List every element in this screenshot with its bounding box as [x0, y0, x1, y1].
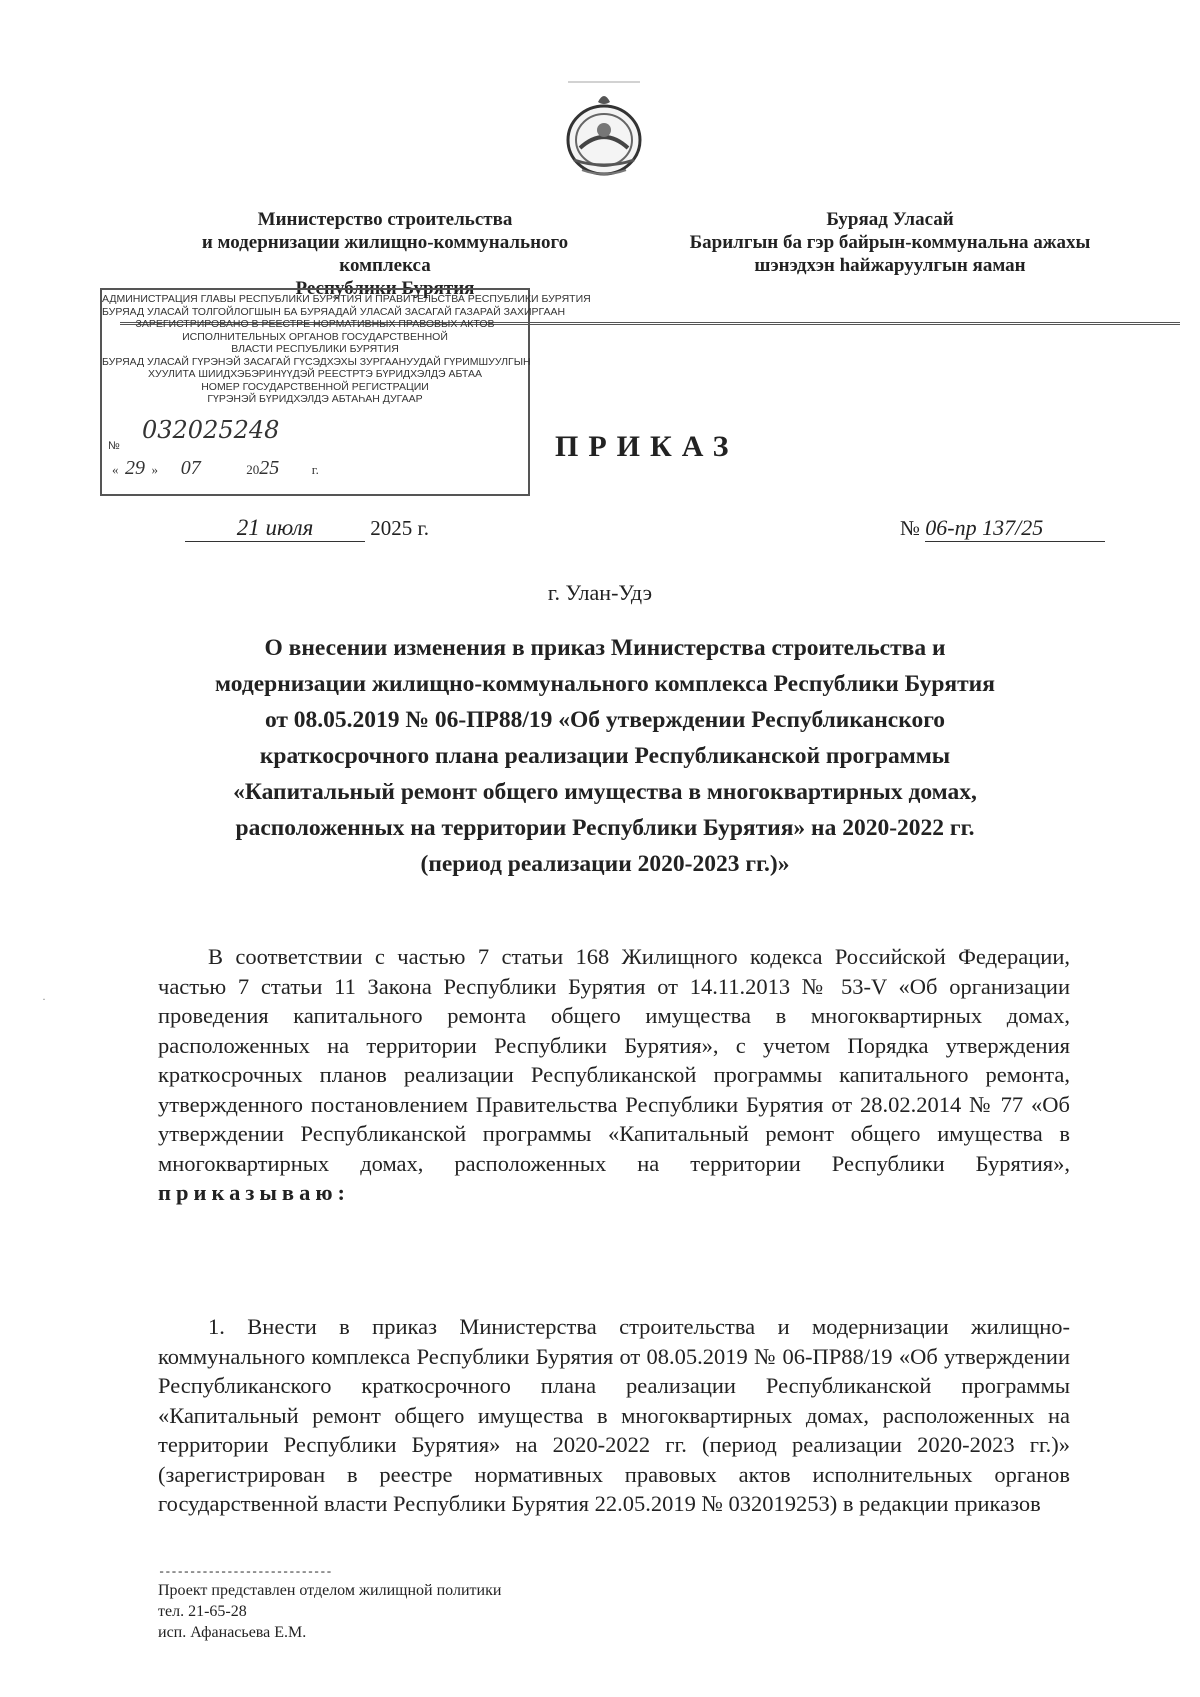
coat-of-arms-icon	[560, 80, 648, 180]
stamp-registration-date: « 29 » 07 2025 г.	[112, 457, 319, 479]
paragraph-preamble: В соответствии с частью 7 статьи 168 Жилищного кодекса Российской Федерации, частью 7 статьи 11 Закона Республики Бурятия от 14.11.2013 № 53-V «Об организации проведения капитального ремонта общего имущества в многоквартирных домах, расположенных на территории Республики Бурятия», с учетом Порядка утверждения краткосрочных планов реализации Республиканской программы капитального ремонта, утвержденного постановлением Правительства Республики Бурятия от 28.02.2014 № 77 «Об утверждении Республиканской программы «Капитальный ремонт общего имущества в многоквартирных домах, расположенных на территории Республики Бурятия», приказываю:	[158, 944, 1070, 1205]
document-date: 21 июля 2025 г.	[185, 515, 429, 542]
margin-mark: ·	[42, 992, 46, 1006]
document-number-handwritten: 06-пр 137/25	[925, 515, 1105, 542]
footnote-separator: ----------------------------	[158, 1565, 332, 1579]
document-number: № 06-пр 137/25	[900, 515, 1105, 542]
stamp-registration-number: 032025248	[142, 416, 280, 444]
registration-stamp: АДМИНИСТРАЦИЯ ГЛАВЫ РЕСПУБЛИКИ БУРЯТИЯ И ПРАВИТЕЛЬСТВА РЕСПУБЛИКИ БУРЯТИЯ БУРЯАД УЛАСАЙ ТОЛГОЙЛОГШЫН БА БУРЯАДАЙ УЛАСАЙ ЗАСАГАЙ ГАЗАРАЙ ЗАХИРГААН ЗАРЕГИСТРИРОВАНО В РЕЕСТРЕ НОРМАТИВНЫХ ПРАВОВЫХ АКТОВ ИСПОЛНИТЕЛЬНЫХ ОРГАНОВ ГОСУДАРСТВЕННОЙ ВЛАСТИ РЕСПУБЛИКИ БУРЯТИЯ БУРЯАД УЛАСАЙ ГҮРЭНЭЙ ЗАСАГАЙ ГҮСЭДХЭХЫ ЗУРГААНУУДАЙ ГҮРИМШУУЛГЫН ХУУЛИТА ШИИДХЭБЭРИНҮҮДЭЙ РЕЕСТРТЭ БҮРИДХЭЛДЭ АБТАА НОМЕР ГОСУДАРСТВЕННОЙ РЕГИСТРАЦИИ ГҮРЭНЭЙ БҮРИДХЭЛДЭ АБТАҺАН ДУГААР № 032025248 « 29 » 07 2025 г.	[100, 288, 530, 496]
order-keyword: приказываю:	[158, 1180, 351, 1205]
footnote: Проект представлен отделом жилищной политики тел. 21-65-28 исп. Афанасьева Е.М.	[158, 1582, 502, 1641]
document-date-handwritten: 21 июля	[185, 515, 365, 542]
document-title: О внесении изменения в приказ Министерства строительства и модернизации жилищно-коммунального комплекса Республики Бурятия от 08.05.2019 № 06-ПР88/19 «Об утверждении Республиканского краткосрочного плана реализации Республиканской программы «Капитальный ремонт общего имущества в многоквартирных домах, расположенных на территории Республики Бурятия» на 2020-2022 гг. (период реализации 2020-2023 гг.)»	[215, 635, 995, 877]
document-city: г. Улан-Удэ	[547, 580, 653, 605]
paragraph-item-1: 1. Внести в приказ Министерства строительства и модернизации жилищно-коммунального комплекса Республики Бурятия от 08.05.2019 № 06-ПР88/19 «Об утверждении Республиканского краткосрочного плана реализации Республиканской программы «Капитальный ремонт общего имущества в многоквартирных домах, расположенных на территории Республики Бурятия» на 2020-2022 гг. (период реализации 2020-2023 гг.)» (зарегистрирован в реестре нормативных правовых актов исполнительных органов государственной власти Республики Бурятия 22.05.2019 № 032019253) в редакции приказов	[158, 1314, 1070, 1516]
ministry-name-russian: Министерство строительства и модернизации жилищно-коммунального комплекса Республики Бурятия	[201, 209, 569, 299]
ministry-name-buryat: Буряад Уласай Барилгын ба гэр байрын-коммунальна ажахы шэнэдхэн һайжаруулгын яаман	[689, 209, 1091, 276]
stamp-number-label: №	[108, 440, 120, 452]
document-type-label: ПРИКАЗ	[555, 430, 739, 463]
